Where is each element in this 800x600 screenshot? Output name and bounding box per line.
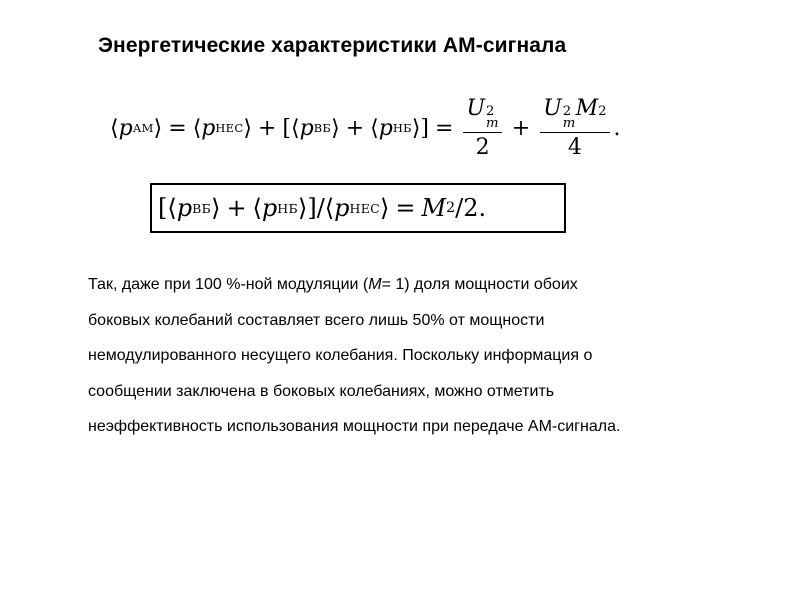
fraction-numerator bbox=[540, 96, 609, 133]
formula-superscript: 2 bbox=[485, 103, 495, 119]
formula-var: U bbox=[543, 95, 562, 121]
plus-sign: + bbox=[257, 115, 277, 141]
paragraph-line: сообщении заключена в боковых колебаниях, можно отметить bbox=[88, 382, 555, 400]
formula-subscript: ВБ bbox=[192, 200, 212, 216]
left-angle-bracket: ⟨ bbox=[110, 115, 119, 141]
formula-tail: /2. bbox=[455, 194, 487, 222]
right-angle-bracket: ⟩ bbox=[411, 115, 421, 141]
square-bracket-close: ] bbox=[420, 115, 429, 141]
sideband-ratio-formula-box bbox=[150, 183, 566, 233]
formula-superscript: 2 bbox=[562, 103, 572, 119]
right-angle-bracket: ⟩ bbox=[297, 194, 308, 222]
paragraph-text: ) доля мощности обоих bbox=[404, 276, 578, 293]
fraction-sidebands bbox=[540, 96, 609, 160]
fraction-denominator: 4 bbox=[567, 134, 582, 160]
plus-sign: + bbox=[226, 194, 247, 222]
explanation-paragraph bbox=[88, 267, 778, 445]
paragraph-line: боковых колебаний составляет всего лишь 50% от мощности bbox=[88, 311, 545, 329]
formula-var: p bbox=[261, 194, 278, 222]
right-angle-bracket: ⟩ bbox=[379, 194, 390, 222]
inline-math-rest: = 1 bbox=[381, 276, 405, 293]
formula-superscript: 2 bbox=[446, 200, 456, 216]
paragraph-line: неэффективность использования мощности при передаче АМ-сигнала. bbox=[88, 418, 621, 435]
left-angle-bracket: ⟨ bbox=[370, 115, 379, 141]
formula-var: p bbox=[201, 115, 216, 141]
inline-math-var: M bbox=[368, 276, 382, 293]
paragraph-text: Так, даже при 100 %-ной модуляции ( bbox=[88, 276, 369, 293]
left-angle-bracket: ⟨ bbox=[252, 194, 262, 222]
formula-superscript: 2 bbox=[598, 103, 607, 119]
right-angle-bracket: ⟩ bbox=[243, 115, 252, 141]
right-angle-bracket: ⟩ bbox=[331, 115, 340, 141]
formula-subscript: НЕС bbox=[349, 200, 380, 216]
left-angle-bracket: ⟨ bbox=[167, 194, 177, 222]
equals-sign: = bbox=[435, 115, 454, 141]
paragraph-line bbox=[88, 267, 778, 303]
formula-var: p bbox=[334, 194, 350, 222]
left-angle-bracket: ⟨ bbox=[324, 194, 335, 222]
formula-subscript: m bbox=[485, 115, 499, 131]
inline-math bbox=[368, 267, 404, 303]
fraction-denominator: 2 bbox=[475, 134, 490, 160]
square-bracket-close: ] bbox=[307, 194, 317, 222]
formula-var: p bbox=[118, 115, 133, 141]
square-bracket-open: [ bbox=[282, 115, 291, 141]
paragraph-line: немодулированного несущего колебания. Поскольку информация о bbox=[88, 347, 593, 364]
formula-subscript: НЕС bbox=[215, 121, 244, 135]
formula-subscript: m bbox=[562, 115, 576, 131]
formula-subscript: НБ bbox=[277, 200, 298, 216]
formula-var: M bbox=[421, 194, 447, 222]
plus-sign: + bbox=[345, 115, 365, 141]
formula-var: p bbox=[299, 115, 314, 141]
plus-sign: + bbox=[511, 115, 531, 141]
division-slash: / bbox=[316, 194, 325, 222]
formula-var: p bbox=[176, 194, 193, 222]
formula-var: p bbox=[378, 115, 393, 141]
formula-var: M bbox=[575, 95, 599, 121]
slide-title: Энергетические характеристики АМ-сигнала bbox=[98, 34, 567, 57]
formula-var: U bbox=[466, 95, 485, 121]
equals-sign: = bbox=[395, 194, 416, 222]
formula-end-dot: . bbox=[613, 115, 621, 141]
formula-subscript: НБ bbox=[392, 121, 412, 135]
right-angle-bracket: ⟩ bbox=[153, 115, 163, 141]
left-angle-bracket: ⟨ bbox=[291, 115, 300, 141]
square-bracket-open: [ bbox=[158, 194, 168, 222]
average-power-formula bbox=[110, 96, 621, 160]
fraction-carrier bbox=[463, 96, 501, 160]
equals-sign: = bbox=[168, 115, 187, 141]
formula-subscript: ВБ bbox=[313, 121, 332, 135]
fraction-numerator bbox=[463, 96, 501, 133]
left-angle-bracket: ⟨ bbox=[192, 115, 202, 141]
formula-subscript: АМ bbox=[132, 121, 154, 135]
right-angle-bracket: ⟩ bbox=[211, 194, 221, 222]
